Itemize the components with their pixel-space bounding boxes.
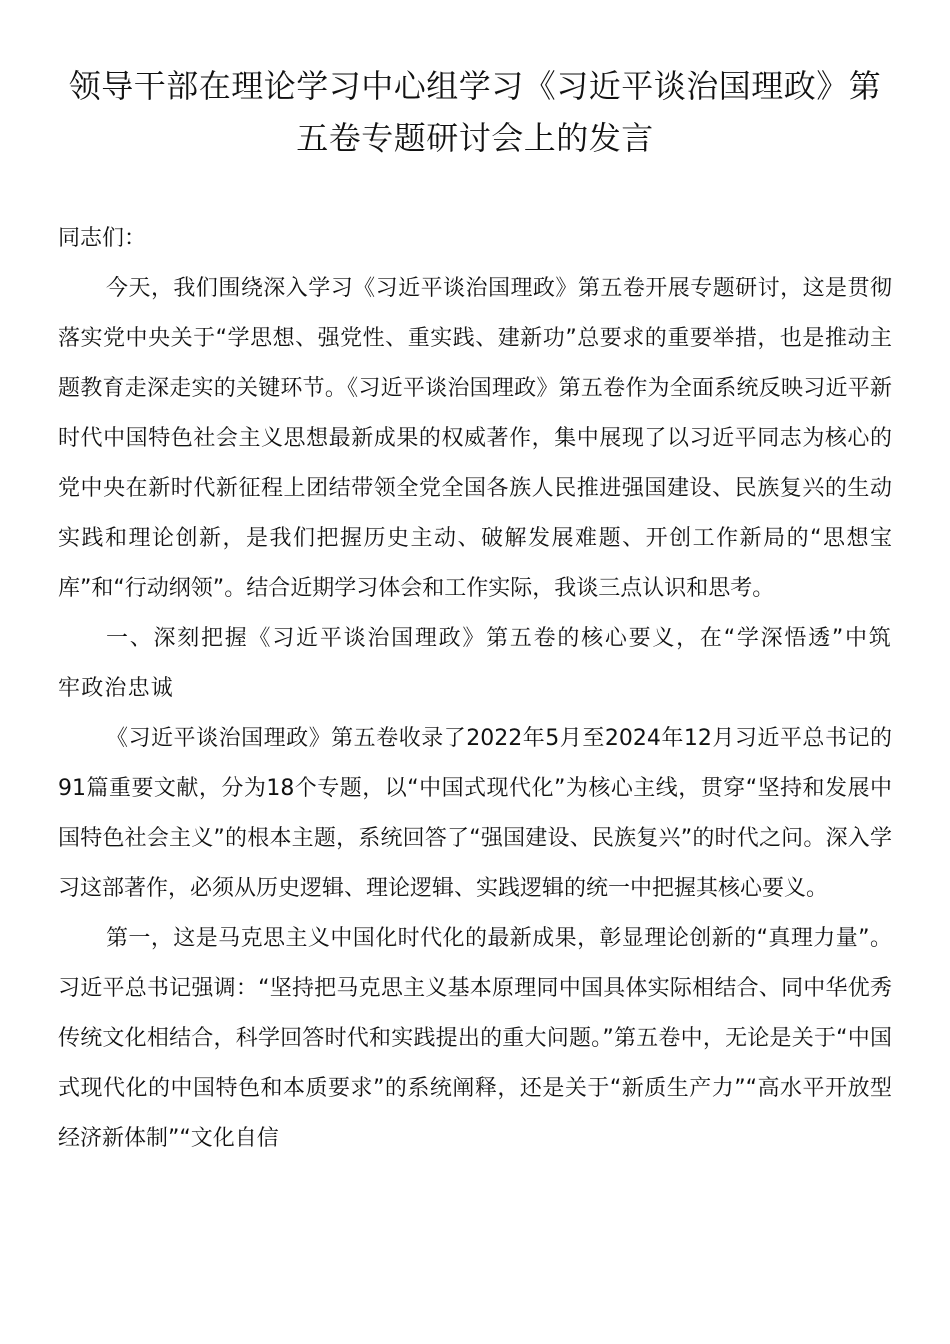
section-heading-1: 一、深刻把握《习近平谈治国理政》第五卷的核心要义，在“学深悟透”中筑牢政治忠诚 — [58, 626, 892, 701]
paragraph-section-1: 《习近平谈治国理政》第五卷收录了2022年5月至2024年12月习近平总书记的91篇重要文献，分为18个专题，以“中国式现代化”为核心主线，贯穿“坚持和发展中国特色社会主义”的根本主题，系统回答了“强国建设、民族复兴”的时代之问。深入学习这部著作，必须从历史逻辑、理论逻辑、实践逻辑的统一中把握其核心要义。 — [58, 726, 892, 901]
paragraph-intro: 今天，我们围绕深入学习《习近平谈治国理政》第五卷开展专题研讨，这是贯彻落实党中央关于“学思想、强党性、重实践、建新功”总要求的重要举措，也是推动主题教育走深走实的关键环节。《习近平谈治国理政》第五卷作为全面系统反映习近平新时代中国特色社会主义思想最新成果的权威著作，集中展现了以习近平同志为核心的党中央在新时代新征程上团结带领全党全国各族人民推进强国建设、民族复兴的生动实践和理论创新，是我们把握历史主动、破解发展难题、开创工作新局的“思想宝库”和“行动纲领”。结合近期学习体会和工作实际，我谈三点认识和思考。 — [58, 276, 892, 601]
salutation: 同志们： — [58, 226, 147, 251]
paragraph-point-1: 第一，这是马克思主义中国化时代化的最新成果，彰显理论创新的“真理力量”。习近平总书记强调：“坚持把马克思主义基本原理同中国具体实际相结合、同中华优秀传统文化相结合，科学回答时代和实践提出的重大问题。”第五卷中，无论是关于“中国式现代化的中国特色和本质要求”的系统阐释，还是关于“新质生产力”“高水平开放型经济新体制”“文化自信 — [58, 926, 892, 1151]
document-title: 领导干部在理论学习中心组学习《习近平谈治国理政》第五卷专题研讨会上的发言 — [68, 67, 882, 157]
document-body — [58, 214, 892, 1164]
